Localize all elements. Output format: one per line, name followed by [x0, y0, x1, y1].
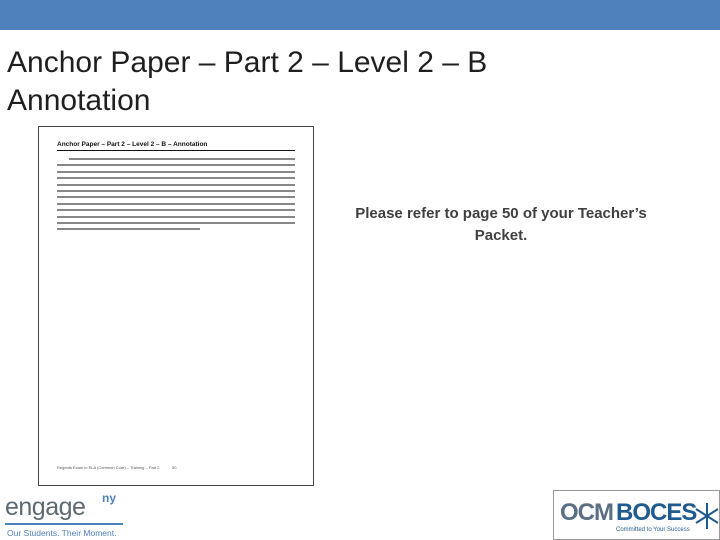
thumbnail-text-line [57, 216, 295, 218]
snowflake-icon [695, 501, 719, 531]
thumbnail-body [57, 158, 295, 235]
thumbnail-text-line [57, 222, 295, 224]
thumbnail-text-line [57, 196, 295, 198]
thumbnail-page-number: 50 [172, 465, 177, 470]
thumbnail-title: Anchor Paper – Part 2 – Level 2 – B – Annotation [57, 141, 208, 148]
engageny-logo [5, 491, 175, 540]
header-bar [0, 0, 720, 30]
ocm-boces-logo [553, 490, 720, 540]
thumbnail-footer: Regents Exam in ELA (Common Core) – Training – Part 2 [57, 465, 160, 470]
slide-title: Anchor Paper – Part 2 – Level 2 – B Annotation [7, 46, 488, 117]
thumbnail-divider [57, 150, 295, 151]
thumbnail-text-line [57, 190, 295, 192]
thumbnail-text-line [57, 184, 295, 186]
boces-boces-text: BOCES [616, 499, 697, 526]
engageny-tagline: Our Students. Their Moment. [7, 528, 117, 538]
thumbnail-text-line [57, 228, 200, 230]
boces-ocm-text: OCM [560, 499, 613, 526]
thumbnail-text-line [57, 209, 295, 211]
thumbnail-text-line [57, 203, 295, 205]
reference-note: Please refer to page 50 of your Teacher’s Packet. [355, 205, 647, 244]
boces-tagline: Committed to Your Success [616, 527, 690, 533]
engageny-superscript: ny [102, 491, 117, 505]
thumbnail-text-line [69, 158, 295, 160]
thumbnail-text-line [57, 171, 295, 173]
thumbnail-text-line [57, 164, 295, 166]
thumbnail-text-line [57, 177, 295, 179]
anchor-paper-thumbnail [38, 126, 314, 486]
engageny-wordmark: engage [5, 493, 86, 521]
engageny-underline [5, 523, 123, 525]
